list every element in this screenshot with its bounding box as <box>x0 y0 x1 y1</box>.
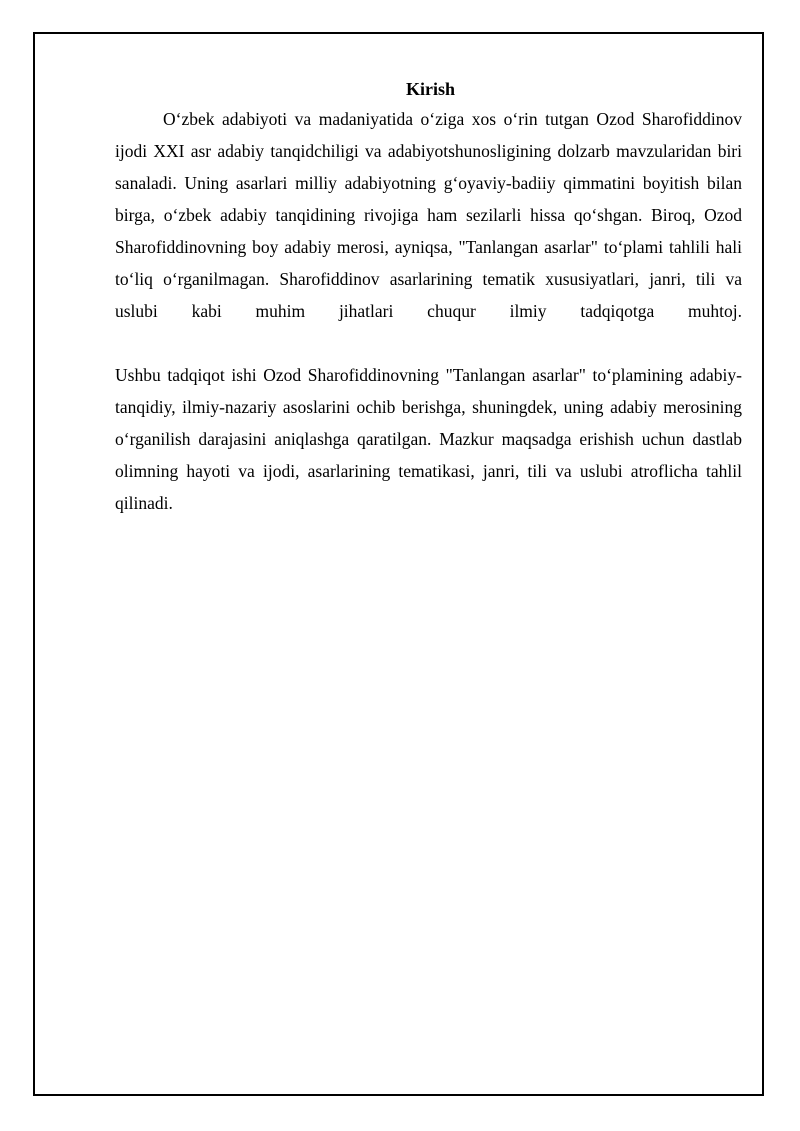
document-body <box>115 75 742 519</box>
section-title: Kirish <box>405 79 455 99</box>
paragraph-intro: O‘zbek adabiyoti va madaniyatida o‘ziga xos o‘rin tutgan Ozod Sharofiddinov ijodi XXI asr adabiy tanqidchiligi va adabiyotshunosligining dolzarb mavzularidan biri sanaladi. Uning asarlari milliy adabiyotning g‘oyaviy-badiiy qimmatini boyitish bilan birga, o‘zbek adabiy tanqidining rivojiga ham sezilarli hissa qo‘shgan. Biroq, Ozod Sharofiddinovning boy adabiy merosi, ayniqsa, "Tanlangan asarlar" to‘plami tahlili hali to‘liq o‘rganilmagan. Sharofiddinov asarlarining tematik xususiyatlari, janri, tili va uslubi kabi muhim jihatlari chuqur ilmiy tadqiqotga muhtoj. <box>115 109 742 321</box>
paragraph-purpose: Ushbu tadqiqot ishi Ozod Sharofiddinovning "Tanlangan asarlar" to‘plamining adabiy-tanqidiy, ilmiy-nazariy asoslarini ochib berishga, shuningdek, uning adabiy merosining o‘rganilish darajasini aniqlashga qaratilgan. Mazkur maqsadga erishish uchun dastlab olimning hayoti va ijodi, asarlarining tematikasi, janri, tili va uslubi atroflicha tahlil qilinadi. <box>115 365 742 513</box>
paragraph-spacer <box>115 327 742 359</box>
